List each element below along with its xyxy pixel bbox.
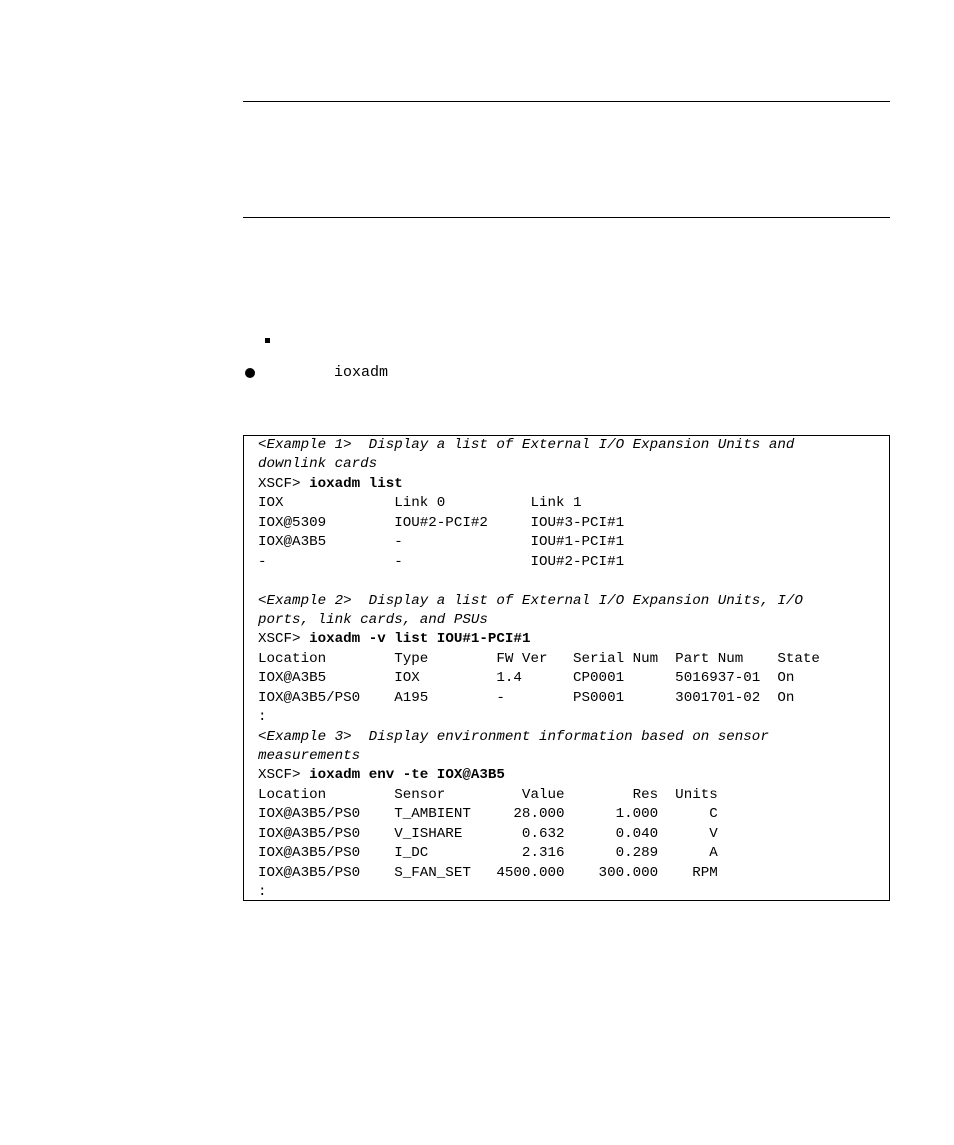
example1-comment-cont: downlink cards [258,456,378,473]
output-line: IOX@A3B5/PS0 T_AMBIENT 28.000 1.000 C [258,806,718,823]
prompt: XSCF> [258,631,310,648]
output-line: IOX@A3B5/PS0 V_ISHARE 0.632 0.040 V [258,825,718,842]
example3-command: ioxadm env -te IOX@A3B5 [309,767,505,784]
example3-comment: <Example 3> Display environment information based on sensor [258,728,769,745]
output-line: IOX@A3B5 - IOU#1-PCI#1 [258,534,625,551]
prompt: XSCF> [258,475,310,492]
output-line: : [258,709,267,726]
output-line: IOX@5309 IOU#2-PCI#2 IOU#3-PCI#1 [258,514,625,531]
example1-command: ioxadm list [309,475,403,492]
output-line: IOX@A3B5/PS0 A195 - PS0001 3001701-02 On [258,689,795,706]
square-bullet-icon [265,338,270,343]
prompt: XSCF> [258,767,310,784]
example2-comment: <Example 2> Display a list of External I/O Expansion Units, I/O [258,592,803,609]
output-line: : [258,884,267,901]
code-listing [258,436,820,903]
output-line: IOX Link 0 Link 1 [258,495,582,512]
output-line: IOX@A3B5/PS0 S_FAN_SET 4500.000 300.000 RPM [258,864,718,881]
example3-comment-cont: measurements [258,748,361,764]
code-example-box [243,435,890,901]
output-line: Location Sensor Value Res Units [258,786,718,803]
output-line: - - IOU#2-PCI#1 [258,553,625,570]
example1-comment: <Example 1> Display a list of External I/O Expansion Units and [258,437,795,453]
command-reference: ioxadm [334,364,389,381]
output-line: IOX@A3B5 IOX 1.4 CP0001 5016937-01 On [258,670,795,687]
output-line: IOX@A3B5/PS0 I_DC 2.316 0.289 A [258,845,718,862]
example2-command: ioxadm -v list IOU#1-PCI#1 [309,631,531,648]
second-rule [243,217,890,218]
output-line: Location Type FW Ver Serial Num Part Num State [258,650,820,667]
blank-line [258,572,820,591]
round-bullet-icon [245,368,255,378]
example2-comment-cont: ports, link cards, and PSUs [258,611,488,628]
top-rule [243,101,890,102]
